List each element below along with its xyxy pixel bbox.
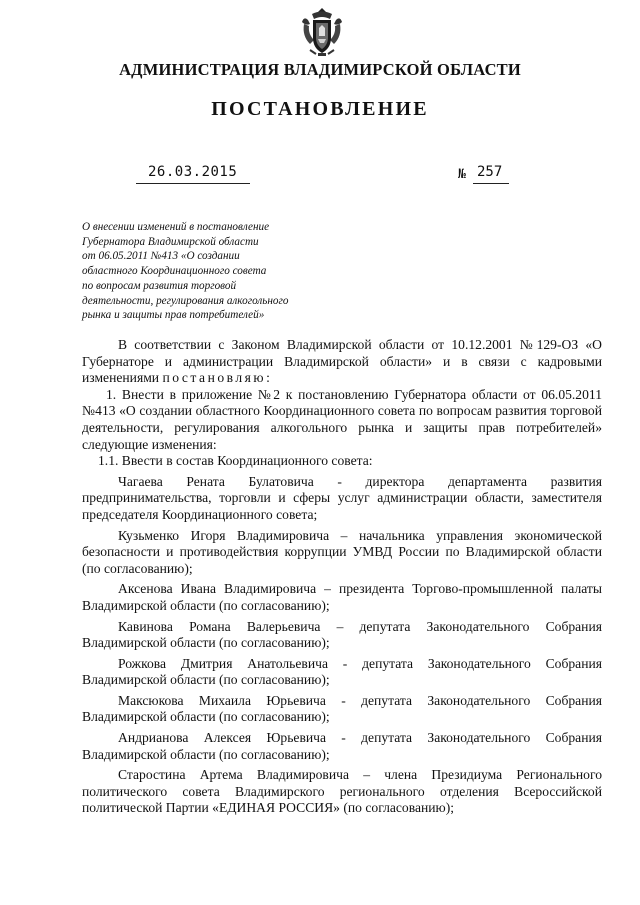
subject-line: О внесении изменений в постановление — [82, 221, 270, 233]
member-paragraph: Аксенова Ивана Владимировича – президента Торгово-промышленной палаты Владимирской области (по согласованию); — [82, 581, 602, 613]
number-underline — [473, 183, 509, 184]
document-type-title: ПОСТАНОВЛЕНИЕ — [211, 98, 429, 120]
preamble-paragraph — [82, 337, 602, 387]
subject-line: от 06.05.2011 №413 «О создании — [82, 250, 240, 263]
document-number: 257 — [477, 164, 503, 180]
member-paragraph: Кавинова Романа Валерьевича – депутата Законодательного Собрания Владимирской области (по согласованию); — [82, 618, 602, 651]
member-paragraph: Кузьменко Игоря Владимировича – начальника управления экономической безопасности и противодействия коррупции УМВД России по Владимирской области (по согласованию); — [82, 527, 602, 576]
decree-word: постановляю: — [162, 370, 273, 386]
member-paragraph: Андрианова Алексея Юрьевича - депутата Законодательного Собрания Владимирской области (по согласованию); — [82, 730, 602, 762]
subject-line: деятельности, регулирования алкогольного — [82, 294, 289, 307]
subject-line: областного Координационного совета — [82, 265, 267, 278]
subject-line: Губернатора Владимирской области — [82, 235, 259, 248]
number-sign: № — [458, 167, 466, 182]
organization-title: АДМИНИСТРАЦИЯ ВЛАДИМИРСКОЙ ОБЛАСТИ — [119, 60, 521, 79]
item-1-1-paragraph: 1.1. Ввести в состав Координационного совета: — [98, 453, 373, 469]
member-paragraph: Чагаева Рената Булатовича - директора департамента развития предпринимательства, торговли и сферы услуг администрации области, заместителя председателя Координационного совета; — [82, 473, 602, 522]
coat-of-arms-icon — [300, 6, 344, 58]
member-paragraph: Рожкова Дмитрия Анатольевича - депутата Законодательного Собрания Владимирской области (по согласованию); — [82, 655, 602, 688]
document-body — [82, 337, 602, 817]
document-date: 26.03.2015 — [148, 164, 238, 180]
subject-line: по вопросам развития торговой — [82, 279, 237, 292]
item-1-paragraph: 1. Внести в приложение №2 к постановлению Губернатора области от 06.05.2011 №413 «О создании областного Координационного совета по вопросам развития торговой деятельности, регулирования алкогольного рынка и защиты прав потребителей» следующие изменения: — [82, 386, 602, 452]
preamble-text: В соответствии с Законом Владимирской области от 10.12.2001 №129-ОЗ «О Губернаторе и администрации Владимирской области» и в связи с кадровыми изменениями — [82, 337, 602, 386]
member-paragraph: Старостина Артема Владимировича – члена Президиума Регионального политического совета Владимирского регионального отделения Всероссийской политической Партии «ЕДИНАЯ РОССИЯ» (по согласованию); — [82, 767, 602, 816]
subject-line: рынка и защиты прав потребителей» — [82, 309, 265, 322]
date-underline — [136, 183, 250, 184]
member-paragraph: Максюкова Михаила Юрьевича - депутата Законодательного Собрания Владимирской области (по согласованию); — [82, 692, 602, 725]
document-subject — [82, 220, 332, 323]
